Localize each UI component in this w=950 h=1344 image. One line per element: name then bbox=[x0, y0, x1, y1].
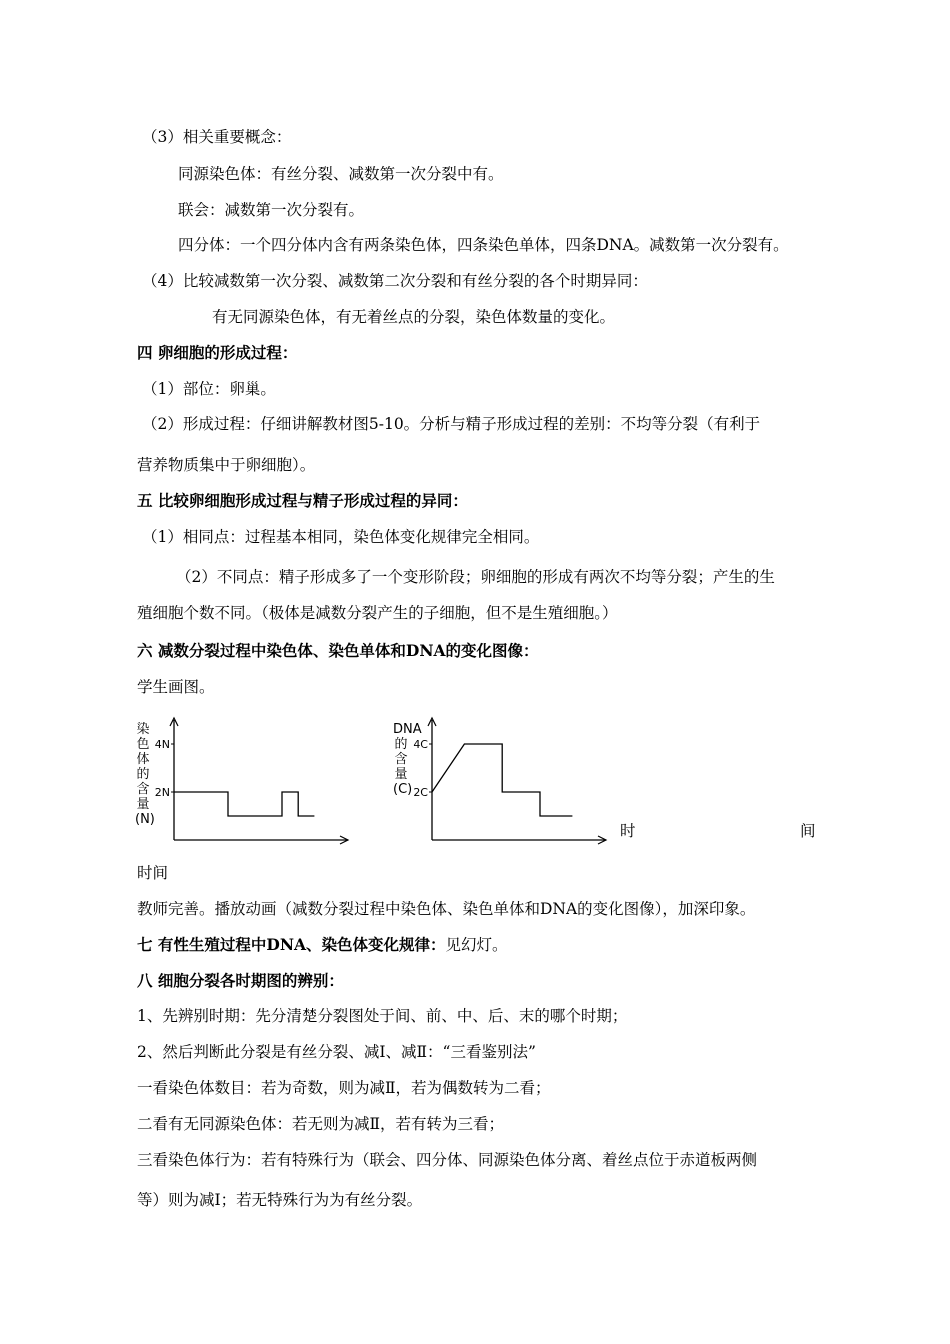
text-line: 2、然后判断此分裂是有丝分裂、减Ⅰ、减Ⅱ：“三看鉴别法” bbox=[137, 1043, 536, 1061]
text-line: （1）部位：卵巢。 bbox=[142, 380, 276, 398]
text-line: 四分体：一个四分体内含有两条染色体，四条染色单体，四条DNA。减数第一次分裂有。 bbox=[178, 236, 789, 254]
text-line: （4）比较减数第一次分裂、减数第二次分裂和有丝分裂的各个时期异同： bbox=[142, 272, 648, 290]
text-line: 三看染色体行为：若有特殊行为（联会、四分体、同源染色体分离、着丝点位于赤道板两侧 bbox=[137, 1151, 758, 1169]
text-line: 营养物质集中于卵细胞）。 bbox=[137, 456, 316, 474]
y-tick-label: 2C bbox=[413, 786, 428, 799]
text-line: （3）相关重要概念： bbox=[142, 128, 292, 146]
section-heading bbox=[137, 934, 508, 956]
text-line: （2）形成过程：仔细讲解教材图5-10。分析与精子形成过程的差别：不均等分裂（有利于 bbox=[142, 415, 761, 433]
y-tick-label: 2N bbox=[154, 786, 170, 799]
section-heading: 四 卵细胞的形成过程： bbox=[137, 343, 298, 362]
series-line bbox=[174, 792, 314, 816]
y-tick-label: 4C bbox=[413, 738, 428, 751]
heading-bold: 七 有性生殖过程中DNA、染色体变化规律： bbox=[137, 935, 446, 954]
chart1-ylabel bbox=[135, 722, 155, 827]
y-tick-label: 4N bbox=[154, 738, 170, 751]
text-line: 等）则为减Ⅰ；若无特殊行为为有丝分裂。 bbox=[137, 1191, 423, 1209]
text-line: 1、先辨别时期：先分清楚分裂图处于间、前、中、后、末的哪个时期； bbox=[137, 1007, 628, 1025]
text-line: 学生画图。 bbox=[137, 678, 215, 696]
time-label: 时间 bbox=[137, 864, 169, 882]
text-line: 联会：减数第一次分裂有。 bbox=[178, 201, 365, 219]
time-label-char: 间 bbox=[800, 822, 816, 840]
heading-rest: 见幻灯。 bbox=[445, 936, 508, 954]
section-heading: 五 比较卵细胞形成过程与精子形成过程的异同： bbox=[137, 491, 468, 510]
text-line: 殖细胞个数不同。（极体是减数分裂产生的子细胞，但不是生殖细胞。） bbox=[137, 604, 618, 622]
chromosome-chart bbox=[150, 716, 360, 846]
text-line: （2）不同点：精子形成多了一个变形阶段；卵细胞的形成有两次不均等分裂；产生的生 bbox=[176, 568, 775, 586]
ylabel-text: DNA的含量(C) bbox=[393, 722, 422, 797]
text-line: 一看染色体数目：若为奇数，则为减Ⅱ，若为偶数转为二看； bbox=[137, 1079, 551, 1097]
section-heading: 六 减数分裂过程中染色体、染色单体和DNA的变化图像： bbox=[137, 641, 539, 660]
ylabel-text: 染色体的含量(N) bbox=[135, 722, 155, 827]
text-line: 教师完善。播放动画（减数分裂过程中染色体、染色单体和DNA的变化图像），加深印象。 bbox=[137, 900, 756, 918]
series-line bbox=[432, 744, 572, 816]
dna-chart bbox=[408, 716, 618, 846]
text-line: 同源染色体：有丝分裂、减数第一次分裂中有。 bbox=[178, 165, 504, 183]
text-line: 二看有无同源染色体：若无则为减Ⅱ，若有转为三看； bbox=[137, 1115, 505, 1133]
text-line: （1）相同点：过程基本相同，染色体变化规律完全相同。 bbox=[142, 528, 540, 546]
section-heading: 八 细胞分裂各时期图的辨别： bbox=[137, 971, 344, 990]
text-line: 有无同源染色体，有无着丝点的分裂，染色体数量的变化。 bbox=[212, 308, 616, 326]
time-label-char: 时 bbox=[620, 822, 636, 840]
